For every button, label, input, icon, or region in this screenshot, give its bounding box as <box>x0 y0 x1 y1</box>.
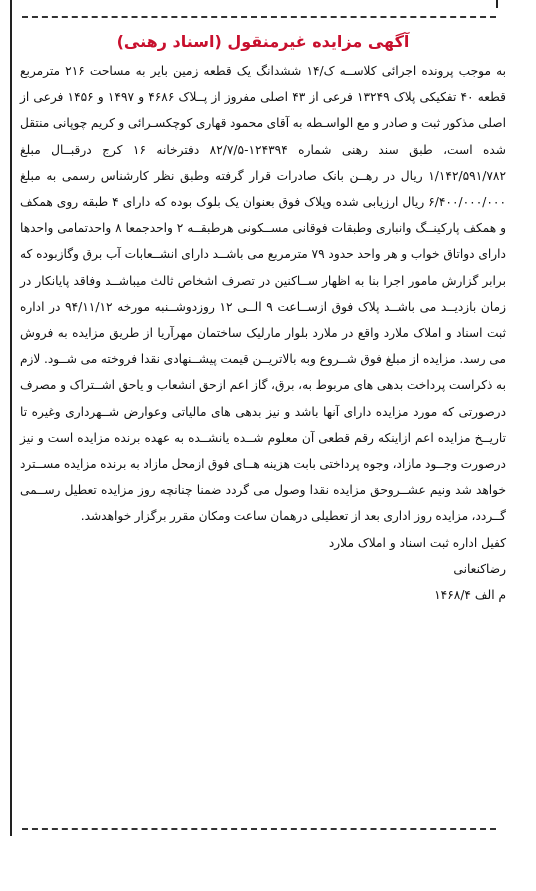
signature-name: رضاکنعانی <box>453 561 506 576</box>
signature-block <box>20 530 506 609</box>
column-divider-left <box>10 0 12 836</box>
signature-office: کفیل اداره ثبت اسناد و املاک ملارد <box>328 535 506 550</box>
signature-reference: م الف ۱۴۶۸/۴ <box>434 588 506 603</box>
auction-notice <box>20 30 506 608</box>
notice-title: آگهی مزایده غیرمنقول (اسناد رهنی) <box>116 32 410 51</box>
dashed-rule-bottom <box>22 828 496 830</box>
dashed-rule-top <box>22 16 496 18</box>
notice-body: به موجب پرونده اجرائی کلاســه ک/۱۴ ششدانگ یک قطعه زمین بایر به مساحت ۲۱۶ مترمربع قطعه ۴۰ تفکیکی پلاک ۱۳۲۴۹ فرعی از ۴۳ اصلی مفروز از پــلاک ۴۶۸۶ و ۱۴۹۷ و ۱۴۵۶ فرعی از اصلی مذکور ثبت و صادر و مع الواسـطه به آقای محمود قهاری کوچکسـرائی و کریم چوپانی منتقل شده است، طبق سند رهنی شماره ۱۲۴۳۹۴-۸۲/۷/۵ دفترخانه ۱۶ کرج درقبــال مبلغ ۱/۱۴۲/۵۹۱/۷۸۲ ریال در رهــن بانک صادرات قرار گرفته وطبق نظر کارشناس رسمی به مبلغ ۶/۴۰۰/۰۰۰/۰۰۰ ریال ارزیابی شده وپلاک فوق بعنوان یک بلوک بوده که دارای ۴ طبقه روی همکف و همکف پارکینــگ وانباری وطبقات فوقانی مســکونی هرطبقــه ۲ واحدجمعا ۸ واحدتمامی واحدها دارای دواتاق خواب و هر واحد حدود ۷۹ مترمربع می باشــد دارای انشــعابات آب برق وگازبوده که برابر گزارش مامور اجرا بنا به اظهار ســاکنین در تصرف اشخاص ثالث میباشــد وفاقد پایانکار در زمان بازدیــد می باشــد پلاک فوق ازســاعت ۹ الــی ۱۲ روزدوشــنبه مورخه ۹۴/۱۱/۱۲ در اداره ثبت اسناد و املاک ملارد واقع در ملارد بلوار مارلیک ساختمان مهرآریا از طریق مزایده به فروش می رسد. مزایده از مبلغ فوق شــروع وبه بالاتریــن قیمت پیشــنهادی نقدا فروخته می شــود. لازم به ذکراست پرداخت بدهی های مربوط به، برق، گاز اعم ازحق انشعاب و یاحق اشــتراک و مصرف درصورتی که مورد مزایده دارای آنها باشد و نیز بدهی های مالیاتی وعوارض شــهرداری وغیره تا تاریــخ مزایده اعم ازاینکه رقم قطعی آن معلوم شــده یانشــده به عهده برنده مزایده است و نیز درصورت وجــود مازاد، وجوه پرداختی بابت هزینه هــای فوق ازمحل مازاد به برنده مزایده مســترد خواهد شد ونیم عشــروحق مزایده نقدا وصول می گردد ضمنا چنانچه روز مزایده تعطیل رســمی گــردد، مزایده روز اداری بعد از تعطیلی درهمان ساعت ومکان مقرر برگزار خواهدشد. <box>20 64 507 524</box>
column-divider-top <box>496 0 498 8</box>
